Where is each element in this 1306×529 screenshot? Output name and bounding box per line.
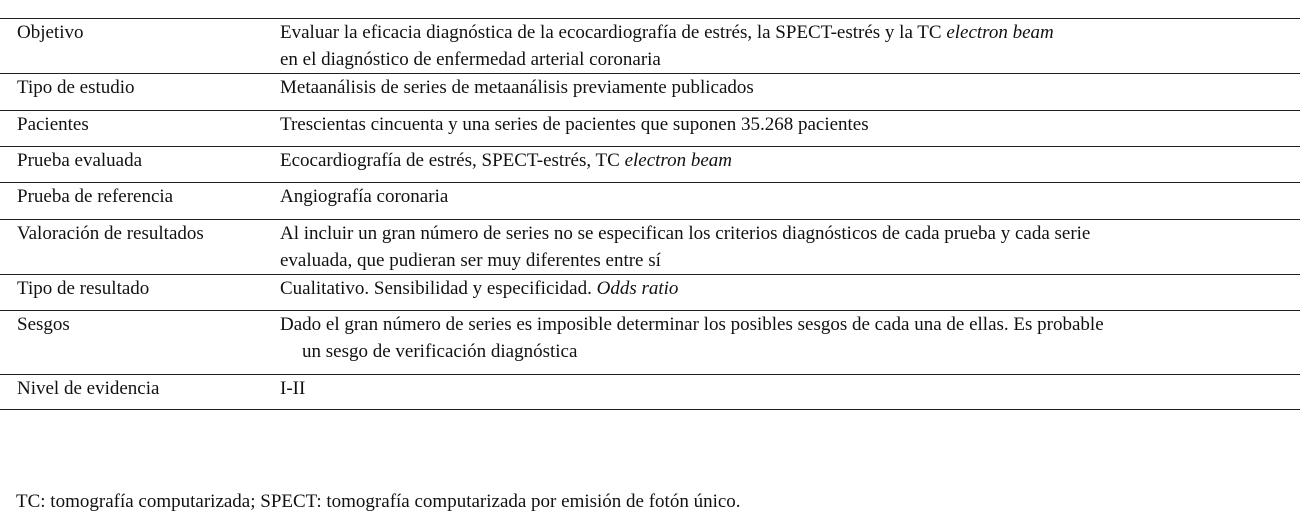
table-row-prueba-evaluada — [0, 147, 1300, 183]
summary-table — [0, 18, 1300, 410]
prueba-evaluada-text-part: Ecocardiografía de estrés, SPECT-estrés, TC — [280, 150, 625, 171]
row-label-objetivo: Objetivo — [17, 22, 84, 43]
row-label-prueba-evaluada: Prueba evaluada — [17, 150, 143, 171]
objetivo-text-part: Evaluar la eficacia diagnóstica de la ecocardiografía de estrés, la SPECT-estrés y la TC — [280, 22, 947, 43]
table-footnote: TC: tomografía computarizada; SPECT: tomografía computarizada por emisión de fotón único. — [16, 491, 741, 512]
row-value-nivel-evidencia: I-II — [280, 378, 306, 399]
row-label-tipo-resultado: Tipo de resultado — [17, 278, 150, 299]
row-value-tipo-estudio: Metaanálisis de series de metaanálisis previamente publicados — [280, 77, 754, 98]
sesgos-text-line1: Dado el gran número de series es imposible determinar los posibles sesgos de cada una de ellas. Es probable — [280, 314, 1104, 335]
table-row-pacientes — [0, 111, 1300, 147]
objetivo-italic-text: electron beam — [946, 22, 1054, 43]
row-label-prueba-referencia: Prueba de referencia — [17, 186, 174, 207]
table-row-tipo-resultado — [0, 275, 1300, 311]
table-row-valoracion-resultados — [0, 220, 1300, 275]
row-value-pacientes: Trescientas cincuenta y una series de pacientes que suponen 35.268 pacientes — [280, 114, 869, 135]
row-label-pacientes: Pacientes — [17, 114, 89, 135]
row-value-objetivo — [280, 19, 1300, 74]
row-value-tipo-resultado — [280, 275, 1300, 311]
table-row-tipo-estudio — [0, 74, 1300, 111]
prueba-evaluada-italic-text: electron beam — [624, 150, 733, 171]
table-row-sesgos — [0, 311, 1300, 375]
row-value-prueba-referencia: Angiografía coronaria — [280, 186, 449, 207]
table-row-objetivo — [0, 19, 1300, 74]
row-label-valoracion-resultados: Valoración de resultados — [17, 223, 204, 244]
objetivo-text-line2: en el diagnóstico de enfermedad arterial coronaria — [280, 49, 661, 70]
valoracion-text-line2: evaluada, que pudieran ser muy diferentes entre sí — [280, 250, 661, 271]
tipo-resultado-italic-text: Odds ratio — [596, 278, 679, 299]
row-label-sesgos: Sesgos — [17, 314, 70, 335]
valoracion-text-line1: Al incluir un gran número de series no se especifican los criterios diagnósticos de cada prueba y cada serie — [280, 223, 1091, 244]
table-row-nivel-evidencia — [0, 375, 1300, 410]
sesgos-text-line2: un sesgo de verificación diagnóstica — [302, 341, 578, 362]
row-label-nivel-evidencia: Nivel de evidencia — [17, 378, 160, 399]
row-value-valoracion-resultados — [280, 220, 1300, 275]
table-row-prueba-referencia — [0, 183, 1300, 220]
row-value-prueba-evaluada — [280, 147, 1300, 183]
tipo-resultado-text-part: Cualitativo. Sensibilidad y especificidad. — [280, 278, 597, 299]
row-value-sesgos — [280, 311, 1300, 375]
row-label-tipo-estudio: Tipo de estudio — [17, 77, 135, 98]
